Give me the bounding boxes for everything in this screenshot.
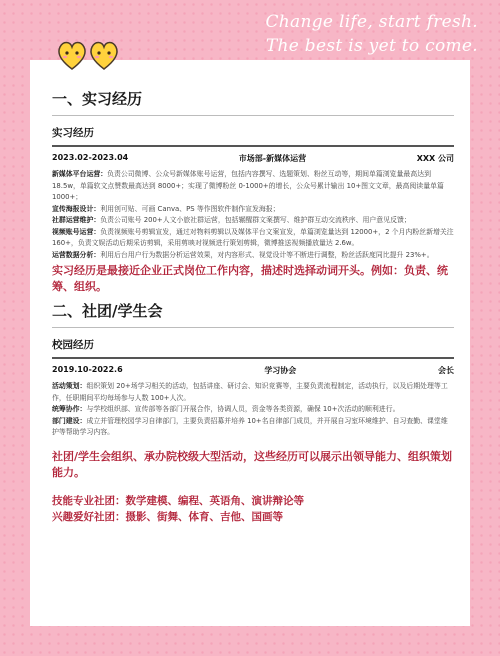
internship-item bbox=[52, 250, 454, 262]
item-label: 部门建设： bbox=[52, 416, 87, 425]
item-label: 宣传海报设计： bbox=[52, 204, 101, 213]
internship-subtitle: 实习经历 bbox=[52, 123, 454, 147]
club-skill-line: 技能专业社团：数学建模、编程、英语角、演讲辩论等 bbox=[52, 494, 304, 507]
club-item bbox=[52, 404, 454, 416]
internship-item bbox=[52, 227, 454, 250]
resume-page bbox=[30, 60, 470, 626]
internship-header-row bbox=[52, 153, 454, 164]
club-tip: 社团/学生会组织、承办院校级大型活动，这些经历可以展示出领导能力、组织策划能力。 bbox=[52, 449, 453, 479]
item-text: 与学校组织部、宣传部等各部门开展合作，协调人员，资金等各类资源，确保 10+次活动的顺利进行。 bbox=[86, 405, 400, 413]
club-org: 学习协会 bbox=[264, 366, 297, 375]
item-text: 负责公司微博、公众号新媒体账号运营，包括内容撰写、选题策划、粉丝互动等，期间单篇浏览量最高达到 18.5w，单篇软文点赞数最高达到 8000+；实现了微博粉丝 0-1000+的增长，公众号累计输出 10+图文文章，最高阅读量单篇 1000+； bbox=[52, 170, 444, 201]
item-text: 成立并管理校园学习自律部门，主要负责招募并培养 10+名自律部门成员，并开展自习室环境维护、自习查勤、课堂维护等帮助学习内容。 bbox=[52, 416, 448, 436]
item-text: 负责公司账号 200+人文小旅社群运营，包括辗醒群文案撰写、维护群互动交流秩序、用户意见反馈； bbox=[100, 216, 411, 224]
banner-line-2: The best is yet to come. bbox=[265, 36, 478, 56]
item-label: 社群运营维护： bbox=[52, 216, 101, 224]
club-item bbox=[52, 381, 454, 404]
item-label: 运营数据分析： bbox=[52, 250, 101, 259]
yellow-hearts-icon bbox=[56, 38, 122, 72]
item-text: 负责视频账号剪辑宣发，通过对物料剪辑以及媒体平台文案宣发，单篇浏览量达到 12000+，2 个月内粉丝新增关注 160+，负责文娱活动后期采访剪辑，采用剪映对视频进行策划剪辑，微博推送视频播放量达 2.6w。 bbox=[52, 227, 454, 247]
internship-date: 2023.02-2023.04 bbox=[52, 153, 129, 162]
item-text: 组织策划 20+场学习相关的活动，包括讲座、研讨会、知识竞赛等，主要负责流程制定，活动执行，以及后期处理等工作，任职期间平均每场参与人数 100+人次。 bbox=[52, 382, 448, 402]
item-label: 新媒体平台运营： bbox=[52, 170, 108, 178]
item-text: 利用创可贴、可画 Canva、PS 等作图软件制作宣发海报； bbox=[100, 204, 280, 213]
club-role: 会长 bbox=[438, 366, 454, 375]
club-subtitle: 校园经历 bbox=[52, 335, 454, 359]
banner-slogan bbox=[218, 10, 478, 58]
club-section-title: 二、社团/学生会 bbox=[52, 300, 454, 328]
item-text: 利用后台用户行为数据分析运营效果，对内容形式、视觉设计等不断进行调整，粉丝活跃度同比提升 23%+。 bbox=[100, 250, 434, 259]
internship-company: XXX 公司 bbox=[416, 154, 454, 163]
heart-left-icon bbox=[59, 43, 85, 70]
item-label: 视频账号运营： bbox=[52, 227, 101, 236]
internship-dept: 市场部-新媒体运营 bbox=[238, 154, 307, 163]
club-date: 2019.10-2022.6 bbox=[52, 365, 123, 374]
internship-section-title: 一、实习经历 bbox=[52, 88, 454, 116]
internship-item bbox=[52, 169, 454, 204]
item-label: 活动策划： bbox=[52, 382, 87, 390]
internship-tip: 实习经历是最接近企业正式岗位工作内容，描述时选择动词开头。例如：负责、统筹、组织。 bbox=[52, 264, 448, 293]
club-item bbox=[52, 416, 454, 439]
item-label: 统筹协作： bbox=[52, 405, 87, 413]
heart-right-icon bbox=[91, 43, 117, 70]
resume-content bbox=[52, 88, 454, 525]
internship-item bbox=[52, 215, 454, 227]
internship-item bbox=[52, 204, 454, 216]
club-header-row bbox=[52, 365, 454, 376]
banner-line-1: Change life, start fresh. bbox=[265, 12, 478, 32]
club-skill-line: 兴趣爱好社团：摄影、街舞、体育、吉他、国画等 bbox=[52, 510, 283, 523]
